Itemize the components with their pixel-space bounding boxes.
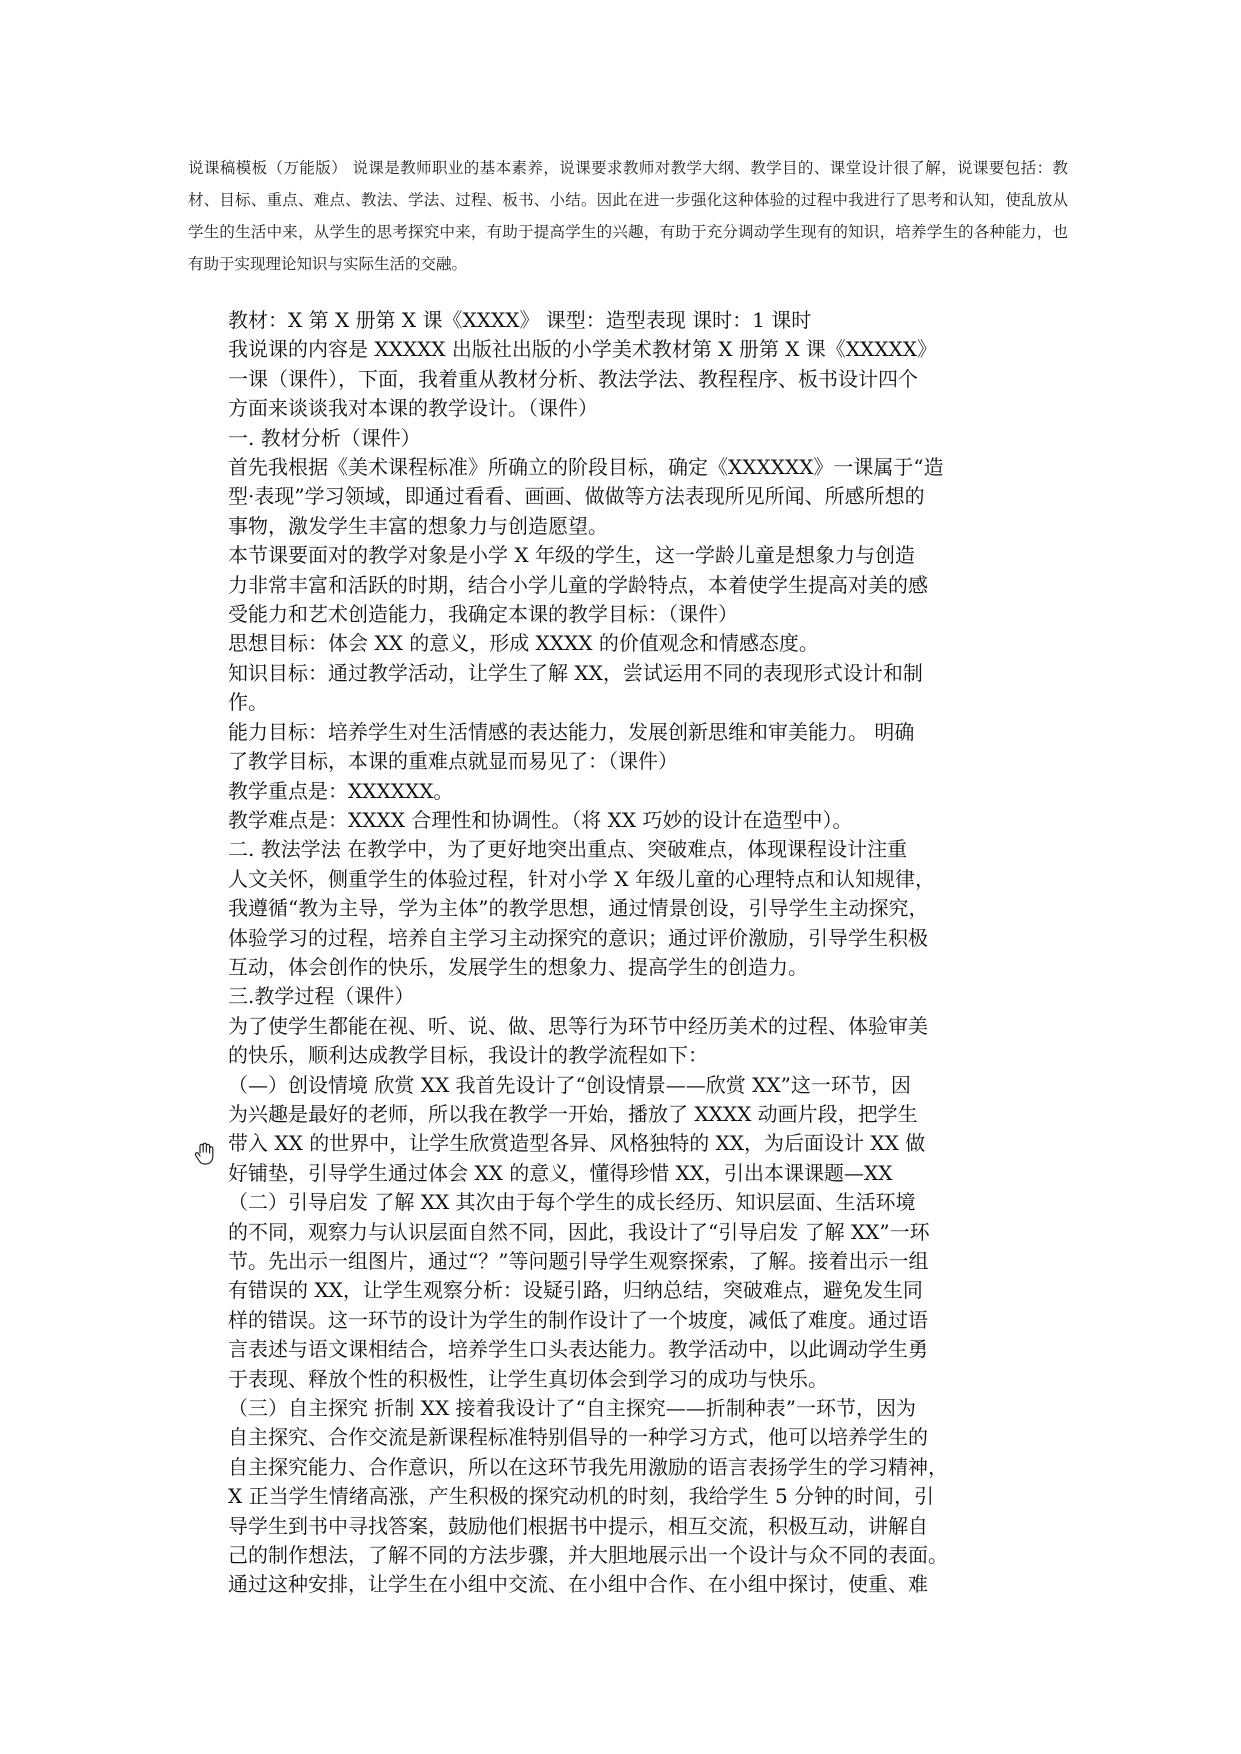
document-line: X 正当学生情绪高涨，产生积极的探究动机的时刻，我给学生 5 分钟的时间，引 [228, 1484, 935, 1509]
document-line: 三.教学过程（课件） [228, 984, 415, 1009]
document-line: 导学生到书中寻找答案，鼓励他们根据书中提示，相互交流，积极互动，讲解自 [228, 1513, 928, 1538]
document-line: 人文关怀，侧重学生的体验过程，针对小学 X 年级儿童的心理特点和认知规律， [228, 866, 935, 891]
document-line: （二）引导启发 了解 XX 其次由于每个学生的成长经历、知识层面、生活环境 [228, 1190, 916, 1215]
document-line: 己的制作想法，了解不同的方法步骤，并大胆地展示出一个设计与众不同的表面。 [228, 1543, 948, 1568]
document-line: 有错误的 XX，让学生观察分析：设疑引路，归纳总结，突破难点，避免发生同 [228, 1278, 923, 1303]
document-line: 为兴趣是最好的老师，所以我在教学一开始，播放了 XXXX 动画片段，把学生 [228, 1101, 918, 1126]
document-line: 的快乐，顺利达成教学目标，我设计的教学流程如下： [228, 1043, 708, 1068]
document-line: 为了使学生都能在视、听、说、做、思等行为环节中经历美术的过程、体验审美 [228, 1013, 928, 1038]
document-line: （三）自主探究 折制 XX 接着我设计了“自主探究——折制种表”一环节，因为 [228, 1396, 916, 1421]
document-line: 首先我根据《美术课程标准》所确立的阶段目标，确定《XXXXXX》一课属于“造 [228, 455, 944, 480]
document-line: 自主探究能力、合作意识，所以在这环节我先用激励的语言表扬学生的学习精神， [228, 1454, 948, 1479]
document-line: 一. 教材分析（课件） [228, 425, 421, 450]
document-body [228, 306, 1028, 1600]
document-line: 思想目标：体会 XX 的意义，形成 XXXX 的价值观念和情感态度。 [228, 631, 819, 656]
document-line: 了教学目标，本课的重难点就显而易见了：（课件） [228, 749, 678, 774]
document-line: 节。先出示一组图片，通过“？”等问题引导学生观察探索，了解。接着出示一组 [228, 1249, 929, 1273]
document-line: 通过这种安排，让学生在小组中交流、在小组中合作、在小组中探讨，使重、难 [228, 1572, 928, 1597]
document-line: 知识目标：通过教学活动，让学生了解 XX，尝试运用不同的表现形式设计和制 [228, 660, 923, 685]
document-line: 力非常丰富和活跃的时期，结合小学儿童的学龄特点，本着使学生提高对美的感 [228, 572, 928, 597]
document-line: 型·表现”学习领域，即通过看看、画画、做做等方法表现所见所闻、所感所想的 [228, 484, 925, 509]
document-line: 方面来谈谈我对本课的教学设计。（课件） [228, 396, 598, 421]
document-line: 我遵循“教为主导，学为主体”的教学思想，通过情景创设，引导学生主动探究， [228, 896, 929, 921]
document-line: 二. 教法学法 在教学中，为了更好地突出重点、突破难点，体现课程设计注重 [228, 837, 908, 862]
document-line: （—）创设情境 欣赏 XX 我首先设计了“创设情景——欣赏 XX”这一环节，因 [228, 1072, 911, 1097]
document-line: 一课（课件），下面，我着重从教材分析、教法学法、教程程序、板书设计四个 [228, 366, 918, 391]
document-line: 能力目标：培养学生对生活情感的表达能力，发展创新思维和审美能力。 明确 [228, 719, 915, 744]
document-line: 互动，体会创作的快乐，发展学生的想象力、提高学生的创造力。 [228, 954, 808, 979]
document-line: 作。 [228, 690, 268, 715]
document-line: 带入 XX 的世界中，让学生欣赏造型各异、风格独特的 XX，为后面设计 XX 做 [228, 1131, 926, 1156]
document-line: 于表现、释放个性的积极性，让学生真切体会到学习的成功与快乐。 [228, 1366, 828, 1391]
hand-cursor-icon [194, 1142, 216, 1166]
intro-paragraph: 说课稿模板（万能版） 说课是教师职业的基本素养，说课要求教师对教学大纲、教学目的、课堂设计很了解，说课要包括：教材、目标、重点、难点、教法、学法、过程、板书、小结。因此在进一步强化这种体验的过程中我进行了思考和认知，使乱放从学生的生活中来，从学生的思考探究中来，有助于提高学生的兴趣，有助于充分调动学生现有的知识，培养学生的各种能力，也有助于实现理论知识与实际生活的交融。 [188, 159, 1068, 273]
document-line: 事物，激发学生丰富的想象力与创造愿望。 [228, 513, 608, 538]
document-line: 自主探究、合作交流是新课程标准特别倡导的一种学习方式，他可以培养学生的 [228, 1425, 928, 1450]
document-line: 体验学习的过程，培养自主学习主动探究的意识；通过评价激励，引导学生积极 [228, 925, 928, 950]
document-line: 教材：X 第 X 册第 X 课《XXXX》 课型：造型表现 课时：1 课时 [228, 308, 812, 332]
document-line: 的不同，观察力与认识层面自然不同，因此，我设计了“引导启发 了解 XX”一环 [228, 1219, 930, 1244]
document-line: 言表述与语文课相结合，培养学生口头表达能力。教学活动中，以此调动学生勇 [228, 1337, 928, 1362]
document-line: 我说课的内容是 XXXXX 出版社出版的小学美术教材第 X 册第 X 课《XXXXX》 [228, 337, 938, 362]
document-line: 受能力和艺术创造能力，我确定本课的教学目标：（课件） [228, 602, 738, 627]
document-line: 本节课要面对的教学对象是小学 X 年级的学生，这一学龄儿童是想象力与创造 [228, 543, 915, 568]
document-line: 教学重点是：XXXXXX。 [228, 778, 454, 803]
document-line: 好铺垫，引导学生通过体会 XX 的意义，懂得珍惜 XX，引出本课课题—XX [228, 1160, 893, 1185]
document-line: 教学难点是：XXXX 合理性和协调性。（将 XX 巧妙的设计在造型中）。 [228, 807, 853, 832]
document-line: 样的错误。这一环节的设计为学生的制作设计了一个坡度，减低了难度。通过语 [228, 1307, 928, 1332]
